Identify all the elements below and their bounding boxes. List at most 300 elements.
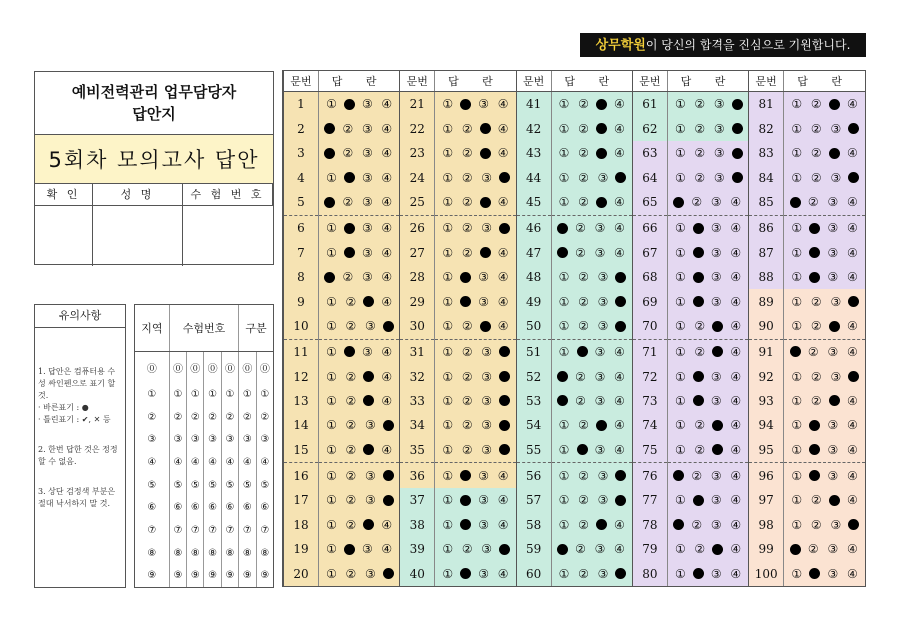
answer-bubble[interactable]: ④	[381, 245, 393, 260]
answer-bubble[interactable]: ①	[326, 245, 337, 260]
answer-bubble[interactable]: ③	[827, 566, 839, 581]
answer-bubble[interactable]: ①	[326, 319, 337, 334]
omr-digit-bubble[interactable]: ⓪	[221, 351, 238, 383]
answer-bubble[interactable]: ①	[326, 97, 337, 112]
filled-bubble[interactable]	[596, 519, 607, 530]
answer-bubble[interactable]: ③	[597, 170, 609, 185]
answer-bubble[interactable]: ④	[497, 121, 509, 136]
omr-digit-bubble[interactable]: ⑦	[187, 519, 204, 542]
answer-bubble[interactable]: ③	[827, 468, 839, 483]
answer-bubble[interactable]: ④	[847, 221, 858, 236]
answer-bubble[interactable]: ③	[830, 369, 842, 384]
answer-bubble[interactable]: ③	[594, 344, 606, 359]
filled-bubble[interactable]	[344, 99, 355, 110]
answer-bubble[interactable]: ③	[481, 393, 493, 408]
answer-bubble[interactable]: ①	[326, 566, 337, 581]
answer-bubble[interactable]: ①	[558, 517, 570, 532]
answer-bubble[interactable]: ④	[381, 517, 393, 532]
answer-bubble[interactable]: ②	[578, 517, 589, 532]
answer-bubble[interactable]: ②	[345, 493, 357, 508]
omr-digit-bubble[interactable]: ⑥	[204, 496, 221, 519]
answer-bubble[interactable]: ①	[442, 369, 454, 384]
filled-bubble[interactable]	[790, 346, 801, 357]
filled-bubble[interactable]	[693, 495, 704, 506]
answer-bubble[interactable]: ③	[597, 270, 609, 285]
answer-bubble[interactable]: ③	[710, 493, 722, 508]
filled-bubble[interactable]	[712, 346, 723, 357]
answer-bubble[interactable]: ①	[674, 418, 686, 433]
omr-digit-bubble[interactable]: ④	[260, 456, 270, 468]
filled-bubble[interactable]	[732, 123, 743, 134]
filled-bubble[interactable]	[596, 123, 607, 134]
answer-bubble[interactable]: ②	[345, 393, 357, 408]
filled-bubble[interactable]	[344, 172, 355, 183]
answer-bubble[interactable]: ①	[674, 170, 686, 185]
omr-digit-bubble[interactable]: ⑦	[239, 519, 257, 542]
filled-bubble[interactable]	[809, 470, 820, 481]
omr-digit-bubble[interactable]: ⑦	[260, 524, 270, 536]
answer-bubble[interactable]: ③	[481, 542, 493, 557]
omr-digit-bubble[interactable]: ②	[135, 406, 169, 429]
filled-bubble[interactable]	[363, 296, 374, 307]
filled-bubble[interactable]	[499, 395, 510, 406]
answer-bubble[interactable]: ③	[594, 542, 606, 557]
answer-bubble[interactable]: ③	[594, 393, 606, 408]
answer-bubble[interactable]: ③	[597, 468, 609, 483]
omr-digit-bubble[interactable]: ⑤	[239, 474, 257, 497]
filled-bubble[interactable]	[809, 247, 820, 258]
answer-bubble[interactable]: ④	[614, 146, 625, 161]
answer-bubble[interactable]: ①	[674, 393, 686, 408]
answer-bubble[interactable]: ①	[674, 97, 686, 112]
filled-bubble[interactable]	[829, 99, 840, 110]
answer-bubble[interactable]: ①	[326, 369, 337, 384]
omr-digit-bubble[interactable]: ④	[169, 451, 186, 474]
answer-bubble[interactable]: ①	[558, 121, 570, 136]
answer-bubble[interactable]: ①	[791, 319, 803, 334]
answer-bubble[interactable]: ①	[558, 195, 570, 210]
answer-bubble[interactable]: ②	[694, 146, 706, 161]
filled-bubble[interactable]	[363, 395, 374, 406]
answer-bubble[interactable]: ②	[345, 418, 357, 433]
filled-bubble[interactable]	[344, 247, 355, 258]
filled-bubble[interactable]	[693, 395, 704, 406]
answer-bubble[interactable]: ①	[791, 245, 803, 260]
answer-bubble[interactable]: ①	[442, 393, 454, 408]
omr-digit-bubble[interactable]: ⓪	[187, 351, 204, 383]
answer-bubble[interactable]: ③	[481, 369, 493, 384]
filled-bubble[interactable]	[557, 544, 568, 555]
omr-digit-bubble[interactable]: ⑧	[239, 542, 257, 565]
filled-bubble[interactable]	[848, 519, 859, 530]
omr-digit-bubble[interactable]: ⑧	[221, 542, 238, 565]
omr-digit-bubble[interactable]: ⑨	[260, 570, 270, 582]
answer-bubble[interactable]: ③	[713, 97, 725, 112]
filled-bubble[interactable]	[460, 470, 471, 481]
answer-bubble[interactable]: ②	[461, 393, 473, 408]
omr-digit-bubble[interactable]: ⑥	[169, 496, 186, 519]
filled-bubble[interactable]	[829, 148, 840, 159]
answer-bubble[interactable]: ④	[497, 146, 509, 161]
answer-bubble[interactable]: ②	[461, 245, 473, 260]
answer-bubble[interactable]: ④	[381, 195, 393, 210]
answer-bubble[interactable]: ①	[558, 468, 570, 483]
answer-bubble[interactable]: ①	[791, 121, 803, 136]
omr-digit-bubble[interactable]: ①	[260, 389, 270, 401]
filled-bubble[interactable]	[324, 272, 335, 283]
answer-bubble[interactable]: ④	[730, 493, 742, 508]
answer-bubble[interactable]: ④	[497, 566, 509, 581]
answer-bubble[interactable]: ④	[614, 245, 625, 260]
filled-bubble[interactable]	[596, 197, 607, 208]
answer-bubble[interactable]: ③	[710, 393, 722, 408]
answer-bubble[interactable]: ④	[614, 418, 625, 433]
omr-digit-bubble[interactable]: ⑤	[260, 479, 270, 491]
filled-bubble[interactable]	[557, 247, 568, 258]
answer-bubble[interactable]: ③	[478, 493, 490, 508]
answer-bubble[interactable]: ①	[674, 294, 686, 309]
answer-bubble[interactable]: ③	[361, 170, 373, 185]
filled-bubble[interactable]	[615, 321, 626, 332]
answer-bubble[interactable]: ④	[381, 97, 393, 112]
filled-bubble[interactable]	[596, 148, 607, 159]
answer-bubble[interactable]: ③	[713, 121, 725, 136]
answer-bubble[interactable]: ①	[442, 566, 454, 581]
answer-bubble[interactable]: ④	[381, 270, 393, 285]
answer-bubble[interactable]: ④	[614, 542, 625, 557]
answer-bubble[interactable]: ④	[497, 468, 509, 483]
answer-bubble[interactable]: ①	[442, 542, 454, 557]
filled-bubble[interactable]	[732, 99, 743, 110]
answer-bubble[interactable]: ③	[830, 170, 842, 185]
filled-bubble[interactable]	[615, 470, 626, 481]
answer-bubble[interactable]: ③	[713, 170, 725, 185]
answer-bubble[interactable]: ④	[381, 442, 393, 457]
answer-bubble[interactable]: ④	[614, 97, 625, 112]
answer-bubble[interactable]: ①	[558, 294, 570, 309]
filled-bubble[interactable]	[673, 470, 684, 481]
omr-digit-bubble[interactable]: ③	[204, 428, 221, 451]
answer-bubble[interactable]: ①	[791, 393, 803, 408]
answer-bubble[interactable]: ③	[594, 369, 606, 384]
filled-bubble[interactable]	[848, 123, 859, 134]
answer-bubble[interactable]: ④	[497, 517, 509, 532]
filled-bubble[interactable]	[324, 148, 335, 159]
omr-digit-bubble[interactable]: ⑨	[187, 564, 204, 587]
answer-bubble[interactable]: ②	[345, 517, 357, 532]
answer-bubble[interactable]: ③	[710, 221, 722, 236]
omr-digit-bubble[interactable]: ⑥	[187, 496, 204, 519]
filled-bubble[interactable]	[693, 371, 704, 382]
answer-bubble[interactable]: ③	[827, 344, 839, 359]
answer-bubble[interactable]: ④	[730, 221, 742, 236]
answer-bubble[interactable]: ③	[710, 195, 722, 210]
answer-bubble[interactable]: ④	[497, 294, 509, 309]
omr-digit-bubble[interactable]: ④	[187, 451, 204, 474]
answer-bubble[interactable]: ②	[810, 97, 822, 112]
answer-bubble[interactable]: ④	[381, 146, 393, 161]
answer-bubble[interactable]: ①	[558, 170, 570, 185]
answer-bubble[interactable]: ④	[614, 369, 625, 384]
filled-bubble[interactable]	[848, 172, 859, 183]
answer-bubble[interactable]: ④	[497, 270, 509, 285]
answer-bubble[interactable]: ②	[694, 442, 706, 457]
omr-digit-bubble[interactable]: ⑨	[239, 564, 257, 587]
answer-bubble[interactable]: ④	[381, 170, 393, 185]
name-field[interactable]	[93, 206, 183, 266]
answer-bubble[interactable]: ①	[558, 493, 570, 508]
answer-bubble[interactable]: ②	[578, 418, 589, 433]
answer-bubble[interactable]: ②	[694, 121, 706, 136]
answer-bubble[interactable]: ④	[381, 221, 393, 236]
answer-bubble[interactable]: ①	[791, 270, 803, 285]
answer-bubble[interactable]: ③	[361, 221, 373, 236]
answer-bubble[interactable]: ①	[674, 270, 686, 285]
omr-digit-bubble[interactable]: ②	[260, 411, 270, 423]
answer-bubble[interactable]: ④	[614, 195, 625, 210]
filled-bubble[interactable]	[363, 444, 374, 455]
filled-bubble[interactable]	[324, 197, 335, 208]
answer-bubble[interactable]: ④	[381, 542, 393, 557]
omr-digit-bubble[interactable]: ⑤	[135, 474, 169, 497]
answer-bubble[interactable]: ④	[847, 319, 858, 334]
filled-bubble[interactable]	[460, 568, 471, 579]
omr-digit-bubble[interactable]: ⓪	[135, 351, 169, 383]
answer-bubble[interactable]: ③	[713, 146, 725, 161]
answer-bubble[interactable]: ①	[442, 344, 454, 359]
answer-bubble[interactable]: ①	[442, 418, 454, 433]
filled-bubble[interactable]	[499, 544, 510, 555]
answer-bubble[interactable]: ③	[597, 493, 609, 508]
filled-bubble[interactable]	[460, 519, 471, 530]
omr-digit-bubble[interactable]: ①	[187, 383, 204, 406]
answer-bubble[interactable]: ①	[674, 245, 686, 260]
answer-bubble[interactable]: ③	[361, 195, 373, 210]
answer-bubble[interactable]: ④	[730, 245, 742, 260]
answer-bubble[interactable]: ④	[614, 442, 625, 457]
omr-digit-bubble[interactable]: ⑨	[221, 564, 238, 587]
answer-bubble[interactable]: ④	[381, 294, 393, 309]
answer-bubble[interactable]: ②	[691, 517, 703, 532]
answer-bubble[interactable]: ①	[791, 468, 803, 483]
answer-bubble[interactable]: ②	[345, 319, 357, 334]
filled-bubble[interactable]	[809, 568, 820, 579]
answer-bubble[interactable]: ①	[442, 195, 454, 210]
answer-bubble[interactable]: ④	[847, 468, 858, 483]
answer-bubble[interactable]: ②	[694, 344, 706, 359]
answer-bubble[interactable]: ①	[558, 566, 570, 581]
filled-bubble[interactable]	[460, 296, 471, 307]
omr-digit-bubble[interactable]: ③	[135, 428, 169, 451]
answer-bubble[interactable]: ③	[597, 566, 609, 581]
filled-bubble[interactable]	[480, 148, 491, 159]
answer-bubble[interactable]: ④	[730, 566, 742, 581]
answer-bubble[interactable]: ②	[461, 442, 473, 457]
answer-bubble[interactable]: ③	[597, 294, 609, 309]
answer-bubble[interactable]: ③	[827, 195, 839, 210]
answer-bubble[interactable]: ③	[361, 97, 373, 112]
filled-bubble[interactable]	[673, 197, 684, 208]
answer-bubble[interactable]: ②	[461, 121, 473, 136]
filled-bubble[interactable]	[577, 444, 588, 455]
answer-bubble[interactable]: ③	[361, 121, 373, 136]
filled-bubble[interactable]	[383, 420, 394, 431]
answer-bubble[interactable]: ①	[791, 517, 803, 532]
filled-bubble[interactable]	[712, 444, 723, 455]
omr-digit-bubble[interactable]: ⑦	[169, 519, 186, 542]
answer-bubble[interactable]: ④	[847, 566, 858, 581]
omr-digit-bubble[interactable]: ④	[204, 451, 221, 474]
answer-bubble[interactable]: ②	[810, 146, 822, 161]
omr-digit-bubble[interactable]: ⑥	[239, 496, 257, 519]
answer-bubble[interactable]: ②	[345, 442, 357, 457]
answer-bubble[interactable]: ③	[481, 221, 493, 236]
filled-bubble[interactable]	[383, 321, 394, 332]
answer-bubble[interactable]: ①	[791, 294, 803, 309]
answer-bubble[interactable]: ②	[342, 195, 354, 210]
omr-digit-bubble[interactable]: ①	[204, 383, 221, 406]
answer-bubble[interactable]: ③	[364, 418, 376, 433]
filled-bubble[interactable]	[596, 99, 607, 110]
omr-digit-bubble[interactable]: ⑧	[169, 542, 186, 565]
filled-bubble[interactable]	[499, 223, 510, 234]
answer-bubble[interactable]: ②	[575, 245, 586, 260]
answer-bubble[interactable]: ②	[578, 121, 589, 136]
answer-bubble[interactable]: ①	[326, 418, 337, 433]
answer-bubble[interactable]: ①	[674, 319, 686, 334]
answer-bubble[interactable]: ①	[442, 294, 454, 309]
answer-bubble[interactable]: ①	[791, 442, 803, 457]
omr-digit-bubble[interactable]: ②	[169, 406, 186, 429]
filled-bubble[interactable]	[693, 568, 704, 579]
answer-bubble[interactable]: ②	[810, 121, 822, 136]
answer-bubble[interactable]: ③	[827, 442, 839, 457]
answer-bubble[interactable]: ①	[558, 270, 570, 285]
filled-bubble[interactable]	[363, 371, 374, 382]
filled-bubble[interactable]	[829, 321, 840, 332]
filled-bubble[interactable]	[809, 223, 820, 234]
answer-bubble[interactable]: ②	[578, 146, 589, 161]
omr-digit-bubble[interactable]: ③	[187, 428, 204, 451]
answer-bubble[interactable]: ④	[847, 442, 858, 457]
answer-bubble[interactable]: ④	[730, 542, 742, 557]
answer-bubble[interactable]: ②	[461, 369, 473, 384]
filled-bubble[interactable]	[499, 172, 510, 183]
answer-bubble[interactable]: ④	[847, 97, 858, 112]
answer-bubble[interactable]: ②	[575, 393, 586, 408]
filled-bubble[interactable]	[596, 420, 607, 431]
answer-bubble[interactable]: ③	[594, 221, 606, 236]
omr-digit-bubble[interactable]: ⑤	[204, 474, 221, 497]
answer-bubble[interactable]: ③	[594, 442, 606, 457]
omr-digit-bubble[interactable]: ②	[204, 406, 221, 429]
answer-bubble[interactable]: ④	[381, 369, 393, 384]
answer-bubble[interactable]: ④	[614, 393, 625, 408]
answer-bubble[interactable]: ①	[791, 418, 803, 433]
omr-digit-bubble[interactable]: ①	[221, 383, 238, 406]
omr-digit-bubble[interactable]: ⑧	[260, 547, 270, 559]
answer-bubble[interactable]: ②	[578, 493, 589, 508]
answer-bubble[interactable]: ④	[847, 493, 858, 508]
answer-bubble[interactable]: ②	[691, 195, 703, 210]
filled-bubble[interactable]	[557, 223, 568, 234]
answer-bubble[interactable]: ①	[326, 517, 337, 532]
answer-bubble[interactable]: ④	[730, 369, 742, 384]
answer-bubble[interactable]: ③	[361, 245, 373, 260]
answer-bubble[interactable]: ①	[791, 221, 803, 236]
filled-bubble[interactable]	[712, 544, 723, 555]
answer-bubble[interactable]: ①	[558, 418, 570, 433]
answer-bubble[interactable]: ②	[345, 468, 357, 483]
omr-digit-bubble[interactable]: ⑦	[221, 519, 238, 542]
answer-bubble[interactable]: ④	[847, 418, 858, 433]
answer-bubble[interactable]: ①	[791, 566, 803, 581]
omr-digit-bubble[interactable]: ⑤	[169, 474, 186, 497]
filled-bubble[interactable]	[557, 395, 568, 406]
answer-bubble[interactable]: ②	[578, 97, 589, 112]
answer-bubble[interactable]: ②	[578, 294, 589, 309]
answer-bubble[interactable]: ②	[345, 369, 357, 384]
answer-bubble[interactable]: ①	[791, 493, 803, 508]
answer-bubble[interactable]: ③	[830, 121, 842, 136]
answer-bubble[interactable]: ①	[326, 468, 337, 483]
filled-bubble[interactable]	[712, 321, 723, 332]
answer-bubble[interactable]: ④	[614, 344, 625, 359]
answer-bubble[interactable]: ③	[710, 566, 722, 581]
answer-bubble[interactable]: ①	[558, 442, 570, 457]
filled-bubble[interactable]	[460, 272, 471, 283]
answer-bubble[interactable]: ①	[442, 493, 454, 508]
answer-bubble[interactable]: ③	[478, 566, 490, 581]
filled-bubble[interactable]	[809, 272, 820, 283]
filled-bubble[interactable]	[848, 296, 859, 307]
answer-bubble[interactable]: ④	[847, 542, 858, 557]
answer-bubble[interactable]: ①	[791, 146, 803, 161]
answer-bubble[interactable]: ③	[361, 344, 373, 359]
filled-bubble[interactable]	[324, 123, 335, 134]
answer-bubble[interactable]: ③	[710, 294, 722, 309]
exam-number-field[interactable]	[183, 206, 273, 266]
omr-digit-bubble[interactable]: ③	[260, 434, 270, 446]
answer-bubble[interactable]: ②	[810, 170, 822, 185]
omr-digit-bubble[interactable]: ①	[169, 383, 186, 406]
answer-bubble[interactable]: ②	[694, 542, 706, 557]
filled-bubble[interactable]	[829, 495, 840, 506]
answer-bubble[interactable]: ②	[461, 195, 473, 210]
omr-digit-bubble[interactable]: ⑥	[260, 502, 270, 514]
answer-bubble[interactable]: ①	[558, 319, 570, 334]
answer-bubble[interactable]: ②	[342, 146, 354, 161]
omr-digit-bubble[interactable]: ④	[239, 451, 257, 474]
answer-bubble[interactable]: ①	[326, 442, 337, 457]
answer-bubble[interactable]: ②	[461, 542, 473, 557]
answer-bubble[interactable]: ①	[442, 517, 454, 532]
answer-bubble[interactable]: ①	[442, 97, 454, 112]
omr-digit-bubble[interactable]: ①	[239, 383, 257, 406]
answer-bubble[interactable]: ①	[674, 121, 686, 136]
answer-bubble[interactable]: ④	[730, 344, 742, 359]
omr-digit-bubble[interactable]: ④	[135, 451, 169, 474]
omr-digit-bubble[interactable]: ⓪	[204, 351, 221, 383]
filled-bubble[interactable]	[480, 247, 491, 258]
filled-bubble[interactable]	[499, 444, 510, 455]
answer-bubble[interactable]: ②	[345, 294, 357, 309]
filled-bubble[interactable]	[460, 99, 471, 110]
answer-bubble[interactable]: ③	[710, 270, 722, 285]
answer-bubble[interactable]: ③	[710, 468, 722, 483]
filled-bubble[interactable]	[557, 371, 568, 382]
omr-digit-bubble[interactable]: ⑨	[169, 564, 186, 587]
